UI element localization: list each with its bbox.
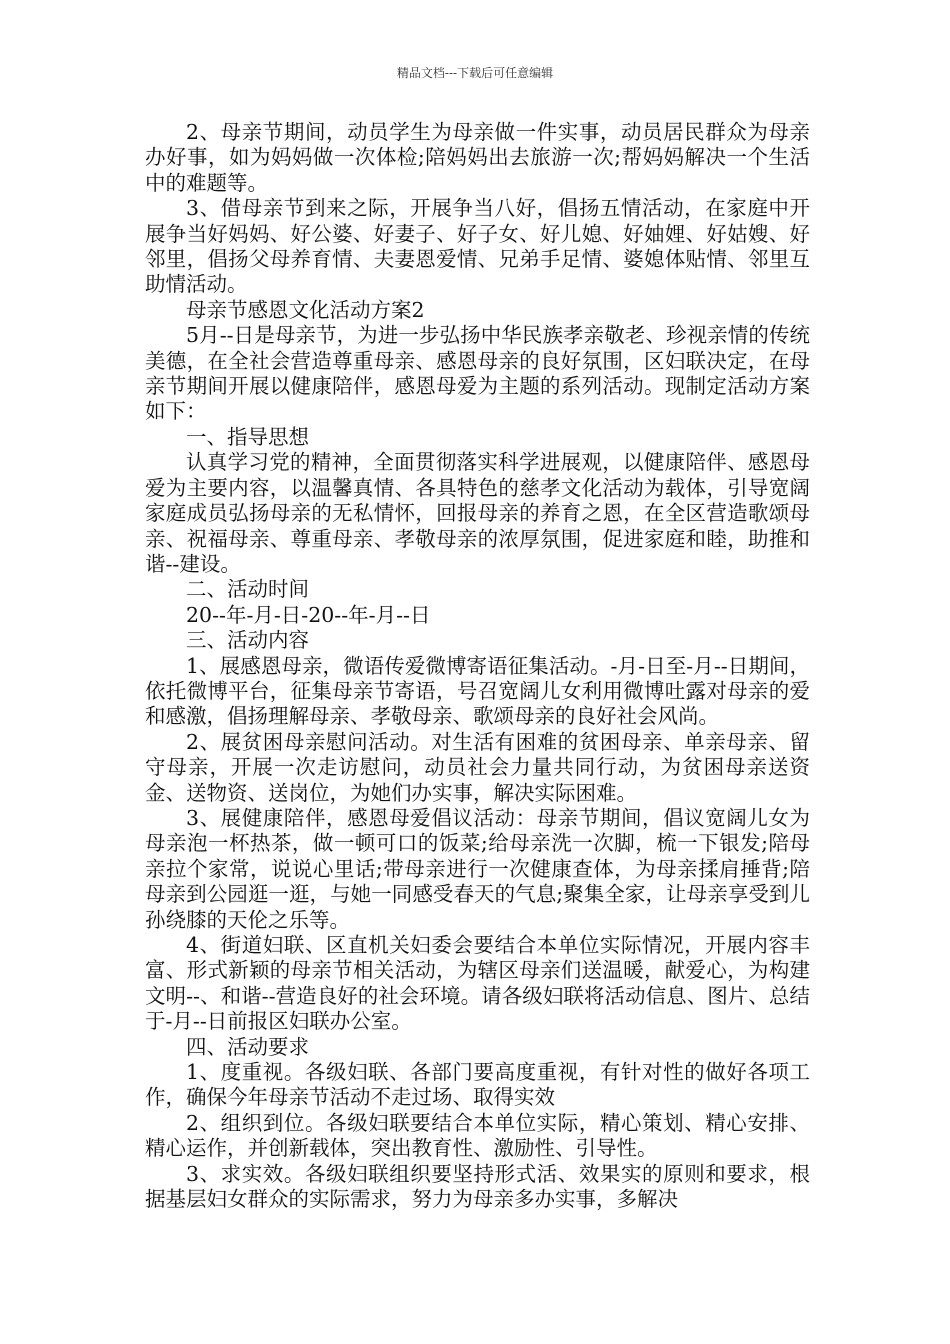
- paragraph: 4、街道妇联、区直机关妇委会要结合本单位实际情况，开展内容丰富、形式新颖的母亲节相关活动，为辖区母亲们送温暖，献爱心，为构建文明--、和谐--营造良好的社会环境。请各级妇联将活动信息、图片、总结于-月--日前报区妇联办公室。: [145, 933, 810, 1034]
- paragraph: 1、度重视。各级妇联、各部门要高度重视，有针对性的做好各项工作，确保今年母亲节活动不走过场、取得实效: [145, 1060, 810, 1110]
- document-body: [145, 120, 810, 1212]
- page-header: 精品文档---下载后可任意编辑: [396, 66, 554, 80]
- section-heading: 三、活动内容: [186, 628, 309, 653]
- section-title: 母亲节感恩文化活动方案2: [186, 297, 425, 322]
- paragraph: 2、母亲节期间，动员学生为母亲做一件实事，动员居民群众为母亲办好事，如为妈妈做一次体检;陪妈妈出去旅游一次;帮妈妈解决一个生活中的难题等。: [145, 120, 810, 195]
- paragraph: 3、展健康陪伴，感恩母爱倡议活动：母亲节期间，倡议宽阔儿女为母亲泡一杯热茶，做一顿可口的饭菜;给母亲洗一次脚，梳一下银发;陪母亲拉个家常，说说心里话;带母亲进行一次健康查体，为母亲揉肩捶背;陪母亲到公园逛一逛，与她一同感受春天的气息;聚集全家，让母亲享受到儿孙绕膝的天伦之乐等。: [145, 805, 810, 932]
- paragraph: 20--年-月-日-20--年-月--日: [186, 602, 431, 627]
- paragraph: 3、借母亲节到来之际，开展争当八好，倡扬五情活动，在家庭中开展争当好妈妈、好公婆、好妻子、好子女、好儿媳、好妯娌、好姑嫂、好邻里，倡扬父母养育情、夫妻恩爱情、兄弟手足情、婆媳体贴情、邻里互助情活动。: [145, 196, 810, 297]
- section-heading: 一、指导思想: [186, 424, 309, 449]
- section-heading: 四、活动要求: [186, 1034, 309, 1059]
- paragraph: 5月--日是母亲节，为进一步弘扬中华民族孝亲敬老、珍视亲情的传统美德，在全社会营造尊重母亲、感恩母亲的良好氛围，区妇联决定，在母亲节期间开展以健康陪伴，感恩母爱为主题的系列活动。现制定活动方案如下：: [145, 323, 810, 424]
- section-heading: 二、活动时间: [186, 577, 309, 602]
- paragraph: 2、组织到位。各级妇联要结合本单位实际，精心策划、精心安排、精心运作，并创新载体，突出教育性、激励性、引导性。: [145, 1110, 810, 1161]
- paragraph: 1、展感恩母亲，微语传爱微博寄语征集活动。-月-日至-月--日期间，依托微博平台，征集母亲节寄语，号召宽阔儿女利用微博吐露对母亲的爱和感激，倡扬理解母亲、孝敬母亲、歌颂母亲的良好社会风尚。: [145, 653, 810, 729]
- paragraph: 认真学习党的精神，全面贯彻落实科学进展观，以健康陪伴、感恩母爱为主要内容，以温馨真情、各具特色的慈孝文化活动为载体，引导宽阔家庭成员弘扬母亲的无私情怀，回报母亲的养育之恩，在全区营造歌颂母亲、祝福母亲、尊重母亲、孝敬母亲的浓厚氛围，促进家庭和睦，助推和谐--建设。: [145, 450, 810, 576]
- paragraph: 2、展贫困母亲慰问活动。对生活有困难的贫困母亲、单亲母亲、留守母亲，开展一次走访慰问，动员社会力量共同行动，为贫困母亲送资金、送物资、送岗位，为她们办实事，解决实际困难。: [145, 729, 810, 805]
- paragraph: 3、求实效。各级妇联组织要坚持形式活、效果实的原则和要求，根据基层妇女群众的实际需求，努力为母亲多办实事，多解决: [145, 1161, 810, 1212]
